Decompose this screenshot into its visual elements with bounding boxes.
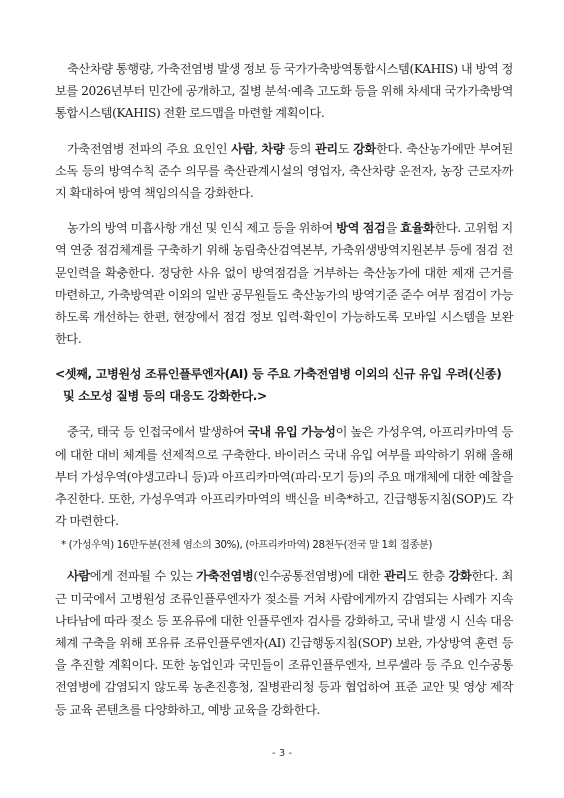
paragraph-text: 중국, 태국 등 인접국에서 발생하여: [67, 425, 248, 440]
emphasis-text: 관리: [383, 569, 407, 584]
paragraph-text: 한다. 최근 미국에서 고병원성 조류인플루엔자가 젖소를 거쳐 사람에게까지 감염되는 사례가 지속 나타남에 따라 젖소 등 포유류에 대한 인플루엔자 검사를 강화하고, 국내 발생 시 신속 대응체계 구축을 위해 포유류 조류인플루엔자(AI) 긴급행동지침(SOP) 보완, 가상방역 훈련 등을 추진할 계획이다. 또한 농업인과 국민들이 조류인플루엔자, 브루셀라 등 주요 인수공통전염병에 감염되지 않도록 농촌진흥청, 질병관리청 등과 협업하여 표준 교안 및 영상 제작 등 교육 콘텐츠를 다양화하고, 예방 교육을 강화한다.: [55, 569, 513, 717]
emphasis-text: 강화: [448, 569, 472, 584]
emphasis-text: 가축전염병: [196, 569, 254, 584]
paragraph-text: 도: [337, 141, 354, 156]
paragraph: [55, 565, 513, 720]
paragraph-text: 가축전염병 전파의 주요 요인인: [67, 141, 232, 156]
section-heading: <셋째, 고병원성 조류인플루엔자(AI) 등 주요 가축전염병 이외의 신규 유입 우려(신종) 및 소모성 질병 등의 대응도 강화한다.>: [55, 367, 502, 404]
paragraph-text: 등의: [284, 141, 315, 156]
section-paragraphs-3: [55, 565, 513, 720]
paragraph: [55, 138, 513, 205]
section-paragraphs-1: [55, 58, 513, 350]
emphasis-text: 강화: [353, 141, 376, 156]
emphasis-text: 사람: [231, 141, 254, 156]
paragraph-text: 한다. 고위험 지역 연중 점검체계를 구축하기 위해 농림축산검역본부, 가축위생방역지원본부 등에 점검 전문인력을 확충한다. 정당한 사유 없이 방역점검을 거부하는 축산농가에 대한 제재 근거를 마련하고, 가축방역관 이외의 일반 공무원들도 축산농가의 방역기준 준수 여부 점검이 가능하도록 개선하는 한편, 현장에서 점검 정보 입력·확인이 가능하도록 모바일 시스템을 보완한다.: [55, 221, 513, 347]
paragraph-text: (인수공통전염병)에 대한: [253, 569, 384, 584]
emphasis-text: 관리: [314, 141, 338, 156]
page-number: - 3 -: [272, 748, 292, 759]
paragraph-text: 을: [385, 221, 401, 236]
paragraph: [55, 217, 513, 350]
emphasis-text: 국내 유입 가능성: [247, 425, 336, 440]
section-paragraphs-2: [55, 421, 513, 532]
paragraph-text: 농가의 방역 미흡사항 개선 및 인식 제고 등을 위하여: [67, 221, 337, 236]
emphasis-text: 효율화: [400, 221, 435, 236]
paragraph-text: 도 한층: [406, 569, 449, 584]
paragraph-text: 한다. 축산농가에만 부여된 소독 등의 방역수칙 준수 의무를 축산관계시설의 영업자, 축산차량 운전자, 농장 근로자까지 확대하여 방역 책임의식을 강화한다.: [55, 141, 513, 201]
emphasis-text: 방역 점검: [336, 221, 386, 236]
paragraph: [55, 58, 513, 125]
paragraph-text: 이 높은 가성우역, 아프리카마역 등에 대한 대비 체계를 선제적으로 구축한다. 바이러스 국내 유입 여부를 파악하기 위해 올해부터 가성우역(야생고라니 등)과 아프리카마역(파리·모기 등)의 주요 매개체에 대한 예찰을 추진한다. 또한, 가성우역과 아프리카마역의 백신을 비축*하고, 긴급행동지침(SOP)도 각각 마련한다.: [55, 425, 514, 529]
paragraph-text: 에게 전파될 수 있는: [89, 569, 197, 584]
emphasis-text: 사람: [67, 569, 90, 584]
footnote: * (가성우역) 16만두분(전체 염소의 30%), (아프리카마역) 28천두(전국 말 1회 접종분): [61, 540, 433, 552]
document-body: [55, 58, 513, 734]
emphasis-text: 차량: [261, 141, 285, 156]
paragraph-text: 축산차량 통행량, 가축전염병 발생 정보 등 국가가축방역통합시스템(KAHIS) 내 방역 정보를 2026년부터 민간에 공개하고, 질병 분석·예측 고도화 등을 위해 차세대 국가가축방역통합시스템(KAHIS) 전환 로드맵을 마련할 계획이다.: [55, 62, 513, 121]
paragraph-text: ,: [253, 141, 262, 156]
paragraph: [55, 421, 513, 532]
